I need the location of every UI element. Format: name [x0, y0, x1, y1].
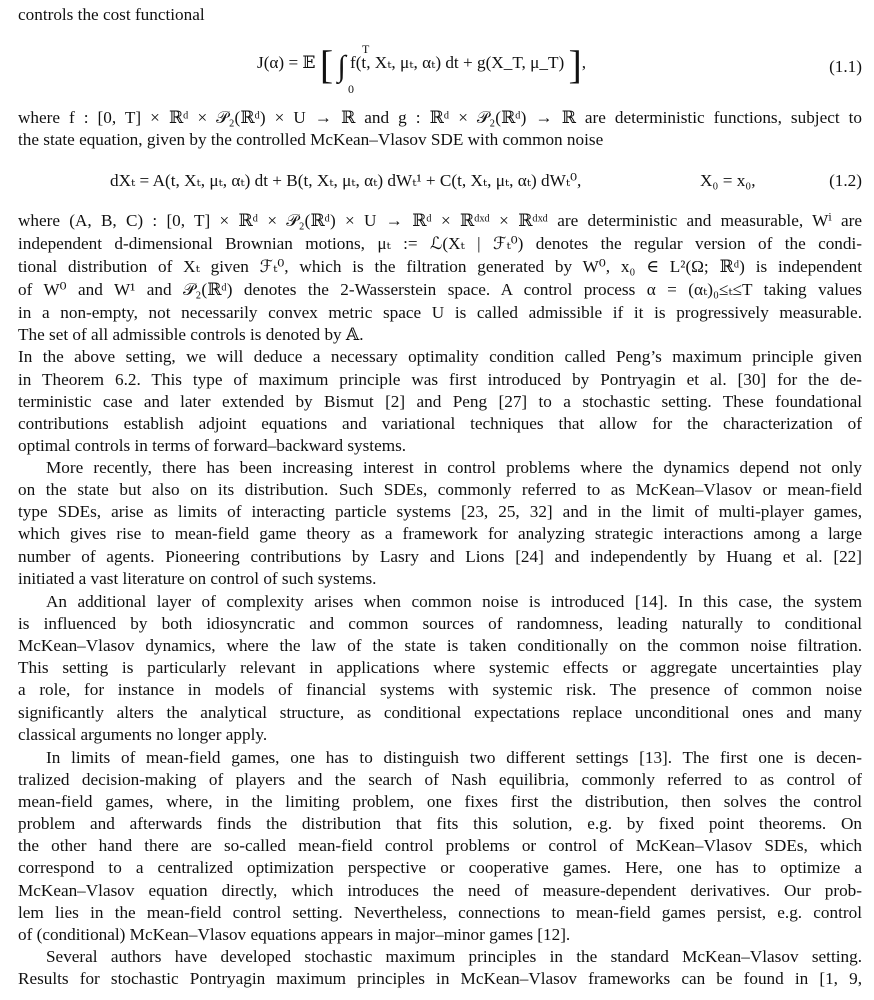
text-line: the other hand there are so-called mean-field control problems or control of McKean–Vlasov SDEs, which — [18, 836, 862, 855]
equation-1-1-body — [257, 42, 587, 87]
equation-1-1-lhs: J(α) = 𝔼 — [257, 53, 316, 72]
text-line: tralized decision-making of players and the search of Nash equilibria, commonly referred to as control of — [18, 770, 862, 789]
text-line: of (conditional) McKean–Vlasov equations appears in major–minor games [12]. — [18, 925, 571, 944]
text-line: significantly alters the analytical structure, as conditional expectations replace unconditional ones and many — [18, 703, 862, 722]
integral-lower-limit: 0 — [348, 82, 354, 96]
text-line: the state equation, given by the controlled McKean–Vlasov SDE with common noise — [18, 130, 604, 149]
text-line: is influenced by both idiosyncratic and common sources of randomness, leading naturally to conditional — [18, 614, 862, 633]
text-line: Several authors have developed stochastic maximum principles in the standard McKean–Vlasov setting. — [46, 947, 862, 966]
text-line: in a non-empty, not necessarily convex metric space U is called admissible if it is progressively measurable. — [18, 303, 862, 322]
equation-number: (1.2) — [829, 171, 862, 190]
text-line: type SDEs, arise as limits of interacting particle systems [23, 25, 32] and in the limit of multi-player games, — [18, 502, 862, 521]
text-line: contributions establish adjoint equations and variational techniques that allow for the characterization of — [18, 414, 862, 433]
text-line: where (A, B, C) : [0, T] × ℝᵈ × 𝒫₂(ℝᵈ) × U → ℝᵈ × ℝᵈˣᵈ × ℝᵈˣᵈ are deterministic and measurable, Wⁱ are — [18, 211, 862, 230]
text-line: Results for stochastic Pontryagin maximum principles in McKean–Vlasov frameworks can be found in [1, 9, — [18, 969, 862, 988]
text-line: problem and afterwards finds the distribution that fits this solution, e.g. by fixed point theorems. On — [18, 814, 862, 833]
right-bracket: ] — [568, 42, 582, 87]
integral-upper-limit: T — [362, 42, 370, 56]
text-line: The set of all admissible controls is denoted by 𝔸. — [18, 325, 364, 344]
text-line: initiated a vast literature on control of such systems. — [18, 569, 377, 588]
left-bracket: [ — [319, 42, 334, 87]
text-line: optimal controls in terms of forward–backward systems. — [18, 436, 407, 455]
text-line: tional distribution of Xₜ given ℱₜ⁰, which is the filtration generated by W⁰, x₀ ∈ L²(Ω; ℝᵈ) is independent — [18, 257, 862, 276]
text-line: An additional layer of complexity arises when common noise is introduced [14]. In this case, the system — [46, 592, 862, 611]
text-line: terministic case and later extended by Bismut [2] and Peng [27] to a stochastic setting. These foundational — [18, 392, 862, 411]
text-line: in Theorem 6.2. This type of maximum principle was first introduced by Pontryagin et al. [30] for the de- — [18, 370, 862, 389]
text-line: classical arguments no longer apply. — [18, 725, 268, 744]
text-line: More recently, there has been increasing interest in control problems where the dynamics depend not only — [46, 458, 862, 477]
text-line: which gives rise to mean-field game theory as a framework for analyzing strategic interactions among a large — [18, 524, 862, 543]
text-line: mean-field games, where, in the limiting problem, one fixes first the distribution, then solves the control — [18, 792, 862, 811]
equation-number: (1.1) — [829, 57, 862, 76]
equation-1-1-tail: , — [581, 53, 587, 72]
text-line: lem lies in the mean-field control setting. Nevertheless, connections to mean-field games persist, e.g. control — [18, 903, 862, 922]
equation-1-1 — [0, 40, 874, 96]
text-line: McKean–Vlasov dynamics, where the law of the state is taken conditionally on the common noise filtration. — [18, 636, 862, 655]
equation-1-2 — [0, 170, 874, 194]
text-line: a role, for instance in models of financial systems with systemic risk. The presence of common noise — [18, 680, 862, 699]
text-line: In the above setting, we will deduce a necessary optimality condition called Peng’s maximum principle given — [18, 347, 862, 366]
equation-1-1-integrand: f(t, Xₜ, μₜ, αₜ) dt + g(X_T, μ_T) — [349, 53, 565, 72]
text-line: independent d-dimensional Brownian motions, μₜ := ℒ(Xₜ | ℱₜ⁰) denotes the regular version of the condi- — [18, 234, 862, 253]
text-line: of W⁰ and W¹ and 𝒫₂(ℝᵈ) denotes the 2-Wasserstein space. A control process α = (αₜ)₀≤ₜ≤T taking values — [18, 280, 862, 299]
text-line: where f : [0, T] × ℝᵈ × 𝒫₂(ℝᵈ) × U → ℝ and g : ℝᵈ × 𝒫₂(ℝᵈ) → ℝ are deterministic functions, subject to — [18, 108, 862, 127]
integral-sign: ∫ — [337, 50, 346, 83]
text-line: McKean–Vlasov equation directly, which introduces the need of measure-dependent derivatives. Our prob- — [18, 881, 862, 900]
text-line: This setting is particularly relevant in applications where systemic effects or aggregate uncertainties play — [18, 658, 862, 677]
equation-1-2-initial: X₀ = x₀, — [700, 171, 756, 190]
text-line: on the state but also on its distribution. Such SDEs, commonly referred to as McKean–Vlasov or mean-field — [18, 480, 862, 499]
text-line: correspond to a centralized optimization perspective or cooperative games. Here, one has to optimize a — [18, 858, 862, 877]
text-line: number of agents. Pioneering contributions by Lasry and Lions [24] and independently by Huang et al. [22] — [18, 547, 862, 566]
text-line: In limits of mean-field games, one has to distinguish two different settings [13]. The first one is decen- — [46, 748, 862, 767]
equation-1-2-body: dXₜ = A(t, Xₜ, μₜ, αₜ) dt + B(t, Xₜ, μₜ, αₜ) dWₜ¹ + C(t, Xₜ, μₜ, αₜ) dWₜ⁰, — [110, 171, 582, 190]
text-line: controls the cost functional — [18, 5, 205, 24]
